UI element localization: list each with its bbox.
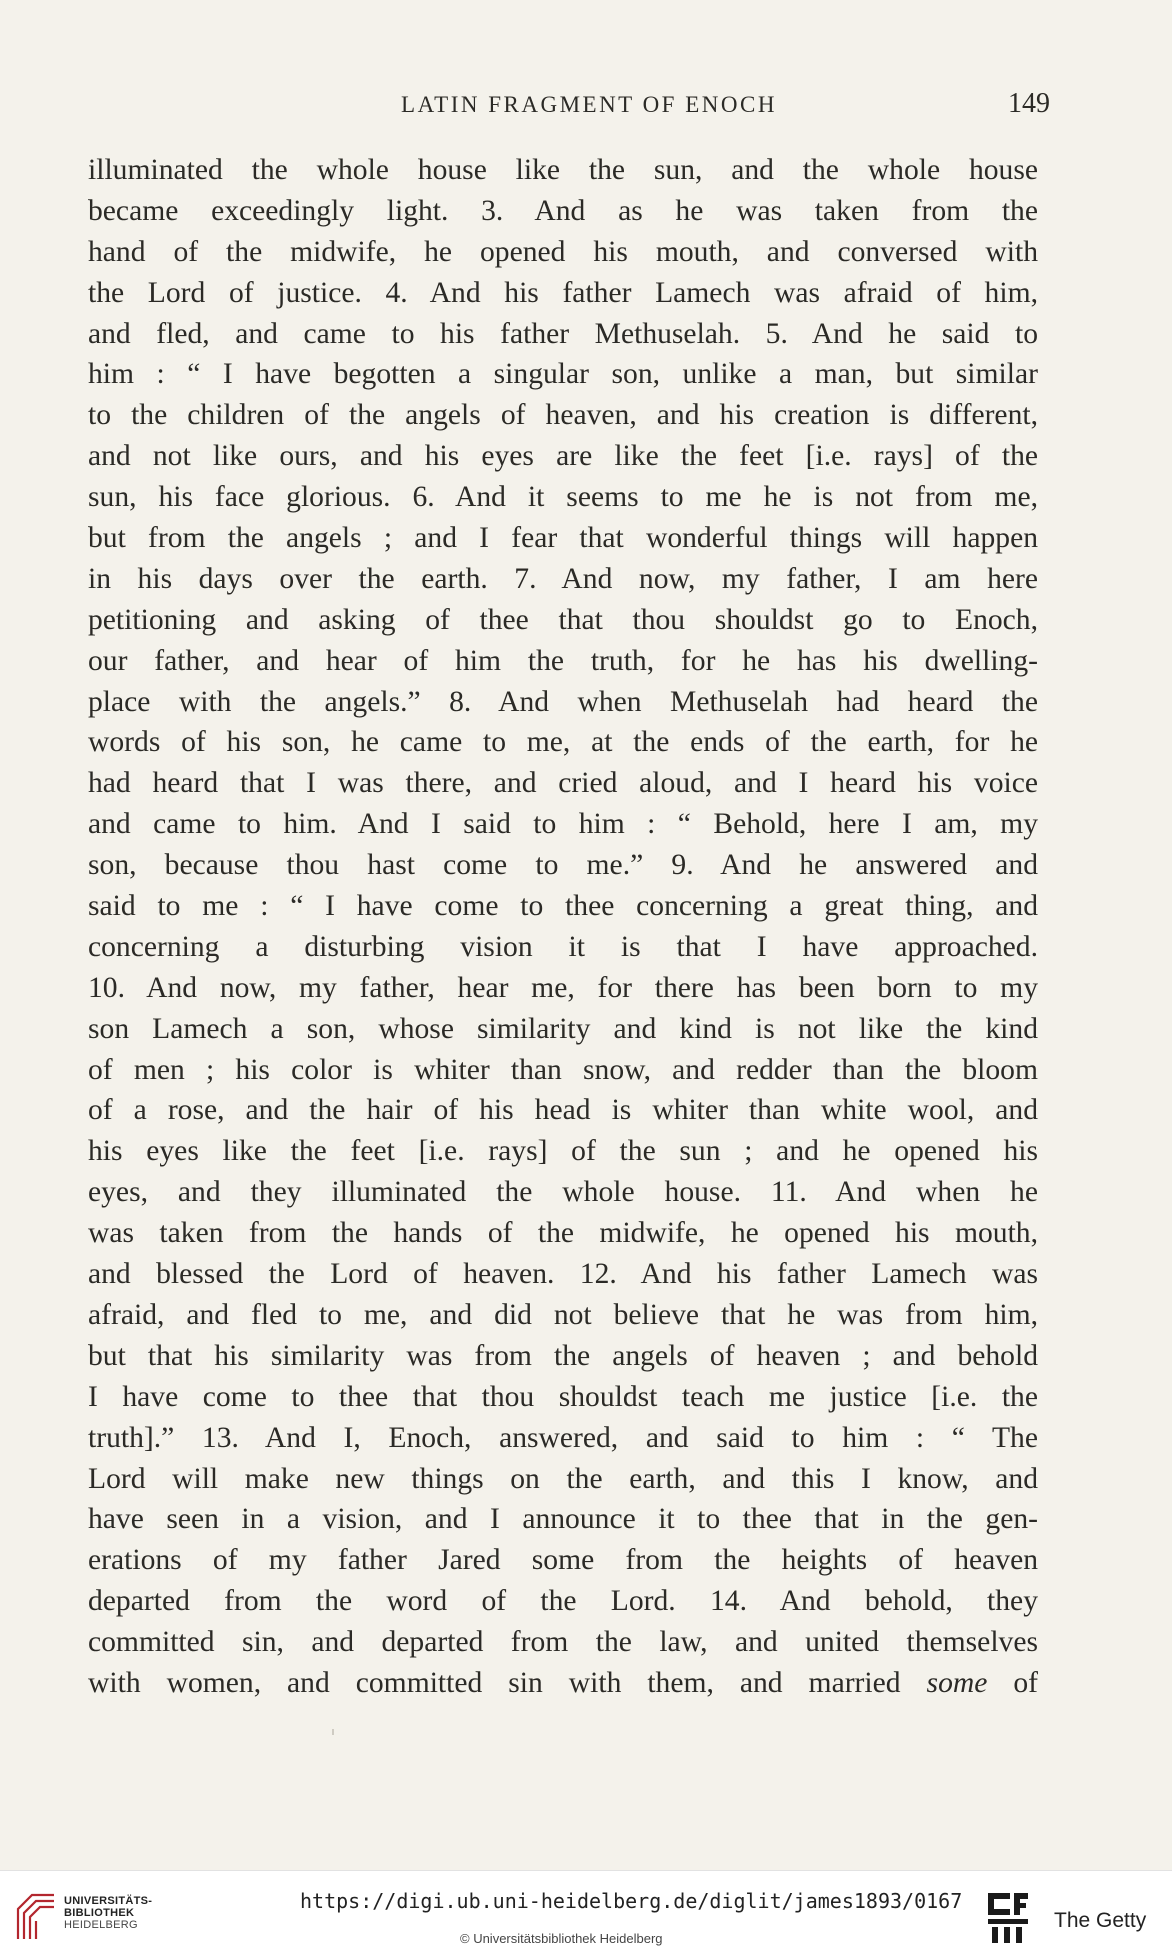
text-line: illuminated the whole house like the sun, and the whole house bbox=[88, 154, 1038, 186]
library-name-line-2: BIBLIOTHEK bbox=[64, 1907, 135, 1919]
text-line: concerning a disturbing vision it is that I have approached. bbox=[88, 930, 1038, 963]
text-line: Lord will make new things on the earth, and this I know, and bbox=[88, 1462, 1038, 1495]
italic-word: some bbox=[926, 1666, 988, 1699]
text-line-last bbox=[88, 1663, 1038, 1704]
text-line: son Lamech a son, whose similarity and kind is not like the kind bbox=[88, 1012, 1038, 1045]
text-line: 10. And now, my father, hear me, for there has been born to my bbox=[88, 971, 1038, 1004]
text-line: I have come to thee that thou shouldst teach me justice [i.e. the bbox=[88, 1380, 1038, 1413]
library-name-line-3: HEIDELBERG bbox=[64, 1919, 138, 1931]
text-line: and fled, and came to his father Methuselah. 5. And he said to bbox=[88, 317, 1038, 350]
body-text bbox=[88, 150, 1038, 1704]
university-library-logo-icon bbox=[14, 1891, 58, 1943]
text-line: his eyes like the feet [i.e. rays] of the sun ; and he opened his bbox=[88, 1135, 1038, 1168]
text-line: words of his son, he came to me, at the ends of the earth, for he bbox=[88, 726, 1038, 759]
getty-logo-icon bbox=[984, 1889, 1030, 1945]
text-line: had heard that I was there, and cried aloud, and I heard his voice bbox=[88, 767, 1038, 800]
text-line: but that his similarity was from the angels of heaven ; and behold bbox=[88, 1339, 1038, 1372]
copyright-notice: © Universitätsbibliothek Heidelberg bbox=[460, 1931, 663, 1946]
text-line: have seen in a vision, and I announce it to thee that in the gen- bbox=[88, 1503, 1038, 1536]
text-line: erations of my father Jared some from the heights of heaven bbox=[88, 1544, 1038, 1577]
text-line: departed from the word of the Lord. 14. And behold, they bbox=[88, 1585, 1038, 1618]
getty-wordmark: The Getty bbox=[1054, 1909, 1147, 1932]
text-line: sun, his face glorious. 6. And it seems to me he is not from me, bbox=[88, 481, 1038, 514]
library-name-line-1: UNIVERSITÄTS- bbox=[64, 1895, 153, 1907]
text-line-last-trailing: of bbox=[1013, 1666, 1038, 1699]
text-line: hand of the midwife, he opened his mouth, and conversed with bbox=[88, 235, 1038, 268]
text-line: place with the angels.” 8. And when Methuselah had heard the bbox=[88, 685, 1038, 718]
library-name bbox=[64, 1895, 152, 1931]
permalink-url[interactable]: https://digi.ub.uni-heidelberg.de/diglit/james1893/0167 bbox=[300, 1889, 963, 1913]
text-line: him : “ I have begotten a singular son, unlike a man, but similar bbox=[88, 358, 1038, 391]
running-head-title: LATIN FRAGMENT OF ENOCH bbox=[401, 92, 777, 117]
text-line: but from the angels ; and I fear that wonderful things will happen bbox=[88, 522, 1038, 555]
text-line: committed sin, and departed from the law, and united themselves bbox=[88, 1626, 1038, 1659]
text-line-last-main: with women, and committed sin with them, and married bbox=[88, 1666, 901, 1699]
text-line: said to me : “ I have come to thee concerning a great thing, and bbox=[88, 890, 1038, 923]
text-line: eyes, and they illuminated the whole house. 11. And when he bbox=[88, 1176, 1038, 1209]
text-line: truth].” 13. And I, Enoch, answered, and said to him : “ The bbox=[88, 1421, 1038, 1454]
running-head bbox=[88, 88, 1050, 128]
text-line: and came to him. And I said to him : “ Behold, here I am, my bbox=[88, 808, 1038, 841]
text-line: the Lord of justice. 4. And his father Lamech was afraid of him, bbox=[88, 276, 1038, 309]
text-line: petitioning and asking of thee that thou shouldst go to Enoch, bbox=[88, 603, 1038, 636]
text-line: of a rose, and the hair of his head is whiter than white wool, and bbox=[88, 1094, 1038, 1127]
text-line: our father, and hear of him the truth, for he has his dwelling- bbox=[88, 644, 1038, 677]
text-line: afraid, and fled to me, and did not believe that he was from him, bbox=[88, 1298, 1038, 1331]
page-number: 149 bbox=[1008, 88, 1050, 119]
text-line: of men ; his color is whiter than snow, and redder than the bloom bbox=[88, 1053, 1038, 1086]
text-line: and blessed the Lord of heaven. 12. And his father Lamech was bbox=[88, 1258, 1038, 1291]
text-line: was taken from the hands of the midwife, he opened his mouth, bbox=[88, 1217, 1038, 1250]
text-line: in his days over the earth. 7. And now, my father, I am here bbox=[88, 562, 1038, 595]
text-line: to the children of the angels of heaven, and his creation is different, bbox=[88, 399, 1038, 432]
text-line: became exceedingly light. 3. And as he was taken from the bbox=[88, 194, 1038, 227]
text-line: and not like ours, and his eyes are like the feet [i.e. rays] of the bbox=[88, 440, 1038, 473]
text-line: son, because thou hast come to me.” 9. And he answered and bbox=[88, 849, 1038, 882]
scan-mark bbox=[332, 1729, 334, 1735]
footer-bar bbox=[0, 1870, 1172, 1960]
